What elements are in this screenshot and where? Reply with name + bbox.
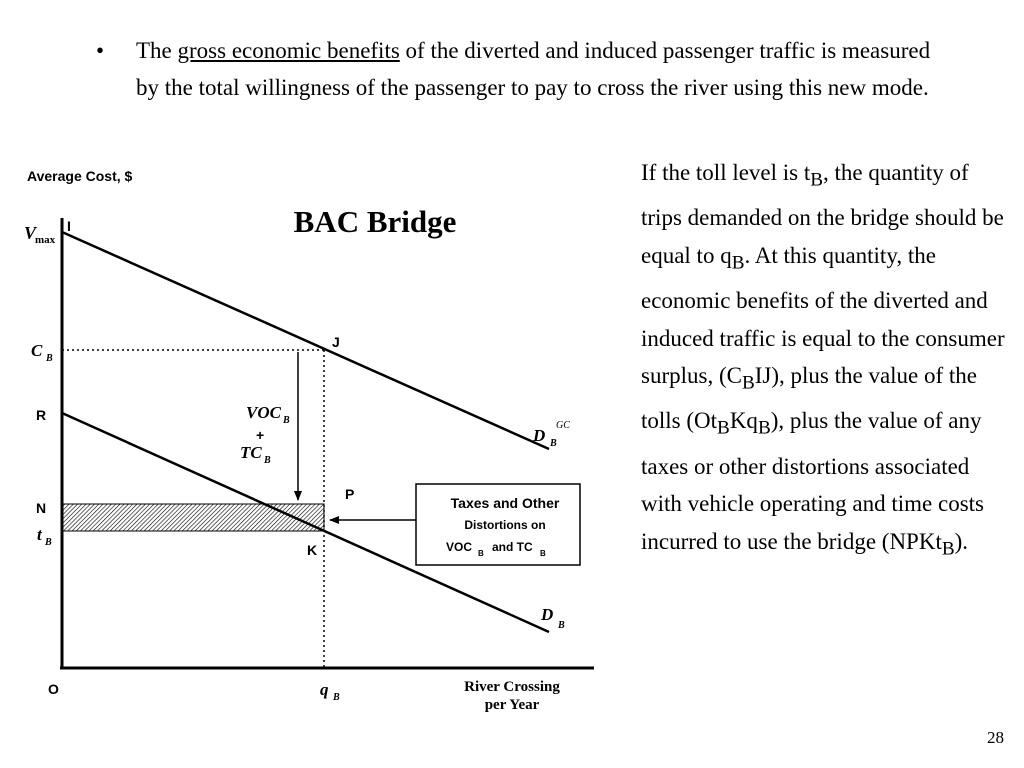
curve-d-gc <box>62 232 549 449</box>
side-p1-sub: B <box>810 169 824 191</box>
db-label: D <box>541 605 554 624</box>
side-p6: ). <box>954 528 969 554</box>
side-p2: , the quantity of trips demanded on the bridge should be equal to q <box>641 160 1004 268</box>
page-number: 28 <box>987 728 1004 747</box>
x-axis-label-line2: per Year <box>484 697 540 713</box>
voc-sub: B <box>283 415 290 426</box>
tb-sub: B <box>45 537 52 548</box>
side-p4-sub1: B <box>717 417 730 439</box>
voc-label: VOC <box>246 403 281 422</box>
box-voc-sub: B <box>478 549 484 558</box>
box-voc: VOC <box>446 540 473 554</box>
side-p1: If the toll level is t <box>641 160 811 185</box>
bullet-post: of the diverted and induced passenger traffic is measured by the total willingness of the passenger to pay to cross the river using this new mode. <box>136 38 931 100</box>
db-sub: B <box>558 620 565 631</box>
side-p5-sub: B <box>941 538 955 560</box>
box-and-tc: and TC <box>492 540 533 554</box>
taxes-hatched-area <box>62 504 324 531</box>
chart-title: BAC Bridge <box>293 204 457 239</box>
dgc-sub: B <box>550 438 557 449</box>
tc-label: TC <box>240 443 262 462</box>
y-axis-label: Average Cost, $ <box>27 168 133 184</box>
side-p2-sub: B <box>731 252 745 274</box>
bullet-underlined: gross economic benefits <box>177 38 400 63</box>
box-line2: Distortions on <box>464 518 546 532</box>
point-p-label: P <box>345 486 355 502</box>
side-p4-sub2: B <box>757 417 771 439</box>
vmax-sub: max <box>35 234 56 246</box>
r-label: R <box>36 407 47 423</box>
qb-sub: B <box>333 692 340 703</box>
qb-label: q <box>320 680 329 699</box>
dgc-sup: GC <box>556 420 570 431</box>
tc-sub: B <box>264 455 271 466</box>
explanation-text <box>641 154 1011 568</box>
origin-label: O <box>48 681 59 697</box>
side-p5: ), plus the value of any taxes or other distortions associated with vehicle operating and time costs incurred to use the bridge (NPKt <box>641 408 984 554</box>
side-p4: IJ), plus the value of the tolls (Ot <box>641 363 978 434</box>
side-p4b: Kq <box>729 408 758 434</box>
dgc-label: D <box>533 426 546 445</box>
plus-label: + <box>256 427 265 443</box>
vmax-label: V <box>24 223 37 243</box>
cb-label: C <box>31 341 43 360</box>
x-axis-label-line1: River Crossing <box>464 679 560 695</box>
box-line1: Taxes and Other <box>450 495 560 511</box>
point-i-label: I <box>67 218 71 234</box>
bullet-pre: The <box>136 38 178 63</box>
bullet-dot: • <box>96 38 105 63</box>
n-label: N <box>36 500 47 516</box>
side-p3: . At this quantity, the economic benefits of the diverted and induced traffic is equal to the consumer surplus, (C <box>641 242 1005 389</box>
tb-label: t <box>37 525 42 544</box>
cb-sub: B <box>46 353 53 364</box>
side-p3-sub: B <box>741 372 755 394</box>
point-j-label: J <box>332 334 340 350</box>
box-tc-sub: B <box>540 549 546 558</box>
point-k-label: K <box>307 542 318 558</box>
